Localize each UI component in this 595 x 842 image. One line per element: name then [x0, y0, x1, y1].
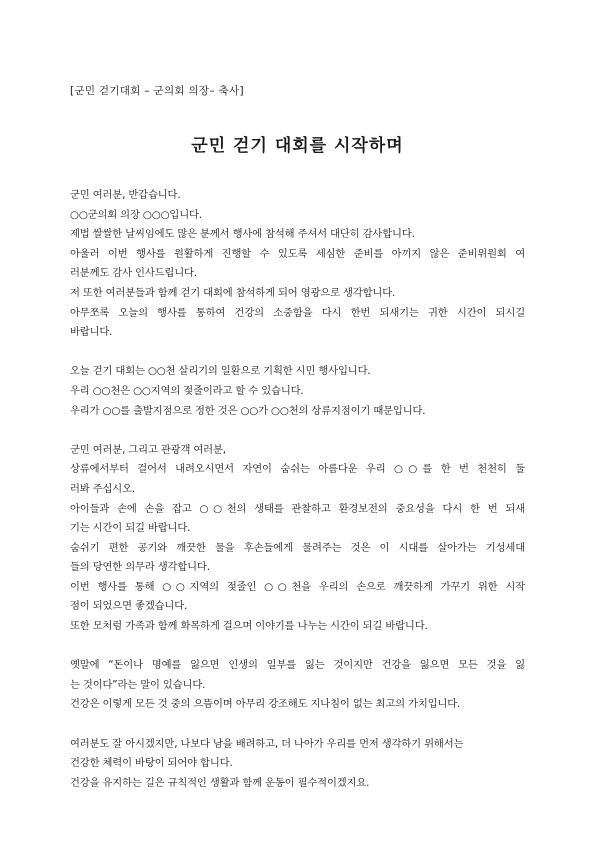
text-line: 제법 쌀쌀한 날씨임에도 많은 분께서 행사에 참석해 주셔서 대단히 감사합니다.	[70, 228, 415, 241]
text-line: 상류에서부터 걸어서 내려오시면서 자연이 숨쉬는 아름다운 우리 ○○를 한 번 천천히 둘	[70, 463, 525, 476]
document-body	[70, 186, 525, 793]
text-line: 아울러 이번 행사를 원활하게 진행할 수 있도록 세심한 준비를 아끼지 않은 준비위원회 여	[70, 247, 525, 260]
text-line: 군민 여러분, 그리고 관광객 여러분,	[70, 443, 226, 456]
text-line: 들의 당연한 의무라 생각합니다.	[70, 561, 210, 574]
text-line: 또한 모처럼 가족과 함께 화목하게 걸으며 이야기를 나누는 시간이 되길 바랍니다.	[70, 620, 428, 633]
header-tag: [군민 걷기대회 – 군의회 의장– 축사]	[70, 85, 244, 97]
text-line: 건강한 체력이 바탕이 되어야 합니다.	[70, 757, 233, 770]
paragraph	[70, 656, 525, 715]
text-line: ○○군의회 의장 ○○○입니다.	[70, 208, 202, 221]
paragraph	[70, 362, 525, 421]
paragraph-gap	[70, 421, 525, 441]
text-line: 이번 행사를 통해 ○○지역의 젖줄인 ○○천을 우리의 손으로 깨끗하게 가꾸기 위한 시작	[70, 580, 525, 593]
text-line: 숨쉬기 편한 공기와 깨끗한 물을 후손들에게 물려주는 것은 이 시대를 살아가는 기성세대	[70, 541, 525, 554]
text-line: 건강은 이렇게 모든 것 중의 으뜸이며 아무리 강조해도 지나침이 없는 최고의 가치입니다.	[70, 698, 461, 711]
text-line: 러봐 주십시오.	[70, 482, 136, 495]
text-line: 아이들과 손에 손을 잡고 ○○천의 생태를 관찰하고 환경보전의 중요성을 다시 한 번 되새	[70, 502, 525, 515]
text-line: 건강을 유지하는 길은 규칙적인 생활과 함께 운동이 필수적이겠지요.	[70, 776, 370, 789]
paragraph	[70, 186, 525, 343]
paragraph-gap	[70, 715, 525, 735]
paragraph-gap	[70, 343, 525, 363]
text-line: 우리가 ○○를 출발지점으로 정한 것은 ○○가 ○○천의 상류지점이기 때문입니다.	[70, 404, 426, 417]
text-line: 여러분도 잘 아시겠지만, 나보다 남을 배려하고, 더 나아가 우리를 먼저 생각하기 위해서는	[70, 737, 464, 750]
text-line: 옛말에 “돈이나 명예를 잃으면 인생의 일부를 잃는 것이지만 건강을 잃으면 모든 것을 잃	[70, 659, 525, 672]
paragraph	[70, 441, 525, 637]
paragraph-gap	[70, 637, 525, 657]
text-line: 바랍니다.	[70, 326, 113, 339]
paragraph	[70, 735, 525, 794]
text-line: 우리 ○○천은 ○○지역의 젖줄이라고 할 수 있습니다.	[70, 384, 304, 397]
text-line: 는 것이다”라는 말이 있습니다.	[70, 678, 206, 691]
text-line: 군민 여러분, 반갑습니다.	[70, 189, 181, 201]
document-title: 군민 걷기 대회를 시작하며	[191, 136, 404, 156]
text-line: 저 또한 여러분들과 함께 걷기 대회에 참석하게 되어 영광으로 생각합니다.	[70, 286, 396, 299]
text-line: 기는 시간이 되길 바랍니다.	[70, 522, 191, 535]
text-line: 아무쪼록 오늘의 행사를 통하여 건강의 소중함을 다시 한번 되새기는 귀한 시간이 되시길	[70, 306, 525, 319]
text-line: 점이 되었으면 좋겠습니다.	[70, 600, 188, 613]
text-line: 오늘 걷기 대회는 ○○천 살리기의 일환으로 기획한 시민 행사입니다.	[70, 365, 371, 378]
text-line: 러분께도 감사 인사드립니다.	[70, 267, 197, 280]
